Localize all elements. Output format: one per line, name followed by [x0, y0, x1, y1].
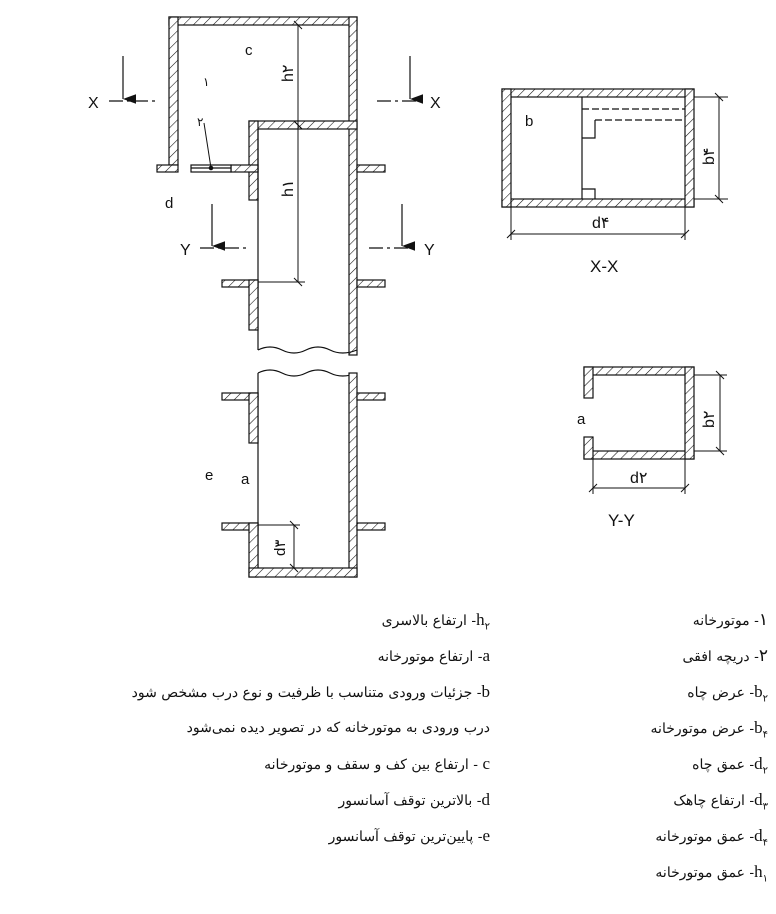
- legend-item: $h_۱-$ عمق موتورخانه: [655, 862, 768, 885]
- label-a-main: a: [241, 471, 250, 488]
- legend-left-column: [70, 604, 490, 864]
- main-section-drawing: [157, 17, 385, 577]
- legend-item: $b_۴-$ عرض موتورخانه: [650, 718, 768, 741]
- section-label-x-left: X: [88, 95, 99, 112]
- plan-xx-drawing: [502, 89, 694, 207]
- plan-yy-dimensions: [593, 375, 727, 494]
- label-b: b: [525, 113, 534, 130]
- legend-item: ۱- موتورخانه: [692, 610, 768, 629]
- legend-item: $d_۲-$ عمق چاه: [692, 754, 768, 777]
- section-label-y-right: Y: [424, 242, 435, 259]
- main-section-labels: [88, 42, 441, 556]
- label-a-plan: a: [577, 411, 586, 428]
- legend-item: d- بالاترین توقف آسانسور: [338, 790, 490, 809]
- legend-item: درب ورودی به موتورخانه که در تصویر دیده نمی‌شود: [186, 720, 490, 736]
- legend-item: ۲- دریچه افقی: [682, 646, 768, 665]
- legend-item: b- جزئیات ورودی متناسب با ظرفیت و نوع درب مشخص شود: [131, 682, 490, 701]
- dim-h1: h۱: [280, 179, 297, 197]
- legend-right-column: [548, 604, 768, 914]
- legend-item: $d_۴-$ عمق موتورخانه: [655, 826, 768, 849]
- dim-b2: b۲: [701, 410, 718, 428]
- caption-yy: Y-Y: [608, 511, 635, 530]
- dim-d3: d۳: [272, 539, 289, 556]
- plan-xx-dimensions: [511, 97, 728, 240]
- legend-item: a- ارتفاع موتورخانه: [377, 646, 490, 665]
- dim-b4: b۴: [701, 147, 718, 165]
- plan-yy-labels: [577, 411, 718, 531]
- legend-item: e- پایین‌ترین توقف آسانسور: [328, 826, 490, 845]
- section-label-y-left: Y: [180, 242, 191, 259]
- dim-d2: d۲: [630, 470, 648, 487]
- label-d: d: [165, 195, 174, 212]
- dim-h2: h۲: [280, 64, 297, 82]
- caption-xx: X-X: [590, 257, 619, 276]
- legend-item: $b_۲-$ عرض چاه: [687, 682, 768, 705]
- label-c: c: [245, 42, 253, 59]
- section-markers: [109, 56, 423, 248]
- plan-yy-drawing: [584, 367, 694, 459]
- legend-item: $d_۳-$ ارتفاع چاهک: [673, 790, 768, 813]
- label-1: ۱: [203, 75, 210, 89]
- label-e: e: [205, 467, 214, 484]
- legend-item: c - ارتفاع بین کف و سقف و موتورخانه: [264, 754, 490, 773]
- legend-item: $h_۲-$ ارتفاع بالاسری: [381, 610, 490, 633]
- dim-d4: d۴: [592, 215, 610, 232]
- section-label-x-right: X: [430, 95, 441, 112]
- label-2: ۲: [197, 115, 204, 129]
